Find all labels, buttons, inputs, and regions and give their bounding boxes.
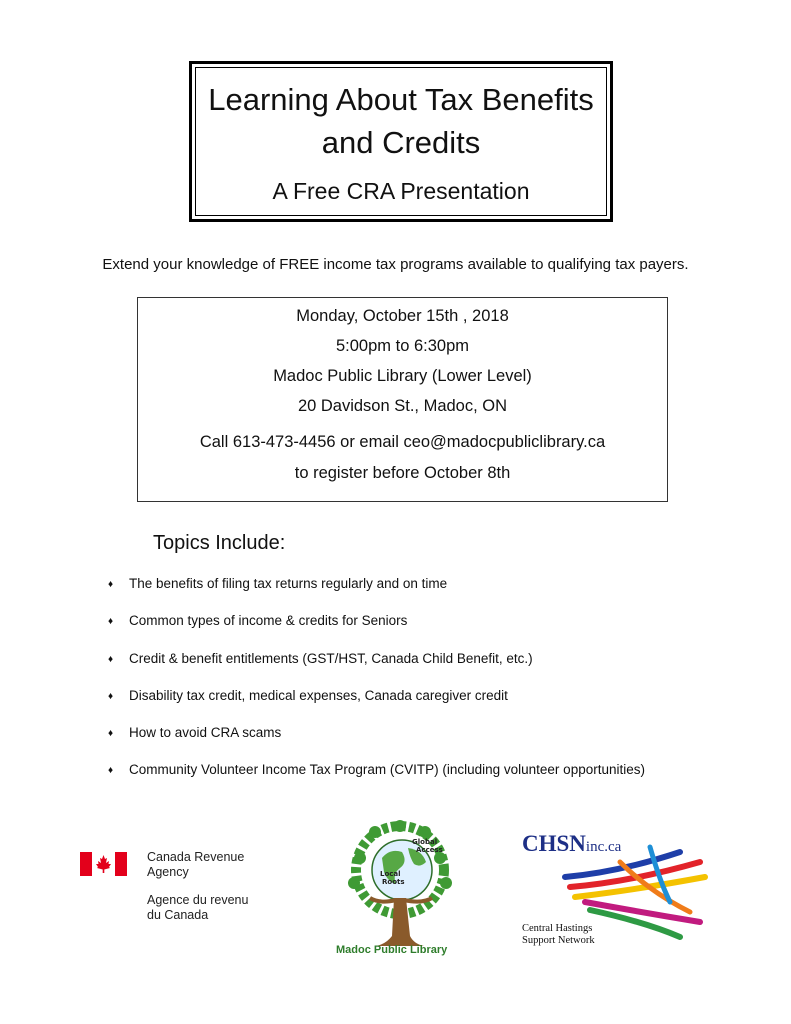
title-box (189, 61, 613, 222)
topic-item (108, 762, 645, 777)
bullet-diamond-icon: ♦ (108, 579, 114, 590)
bullet-diamond-icon: ♦ (108, 654, 114, 665)
topics-heading: Topics Include: (153, 532, 286, 554)
cra-french-line-2: du Canada (147, 908, 209, 922)
intro-text: Extend your knowledge of FREE income tax programs available to qualifying tax payers. (102, 256, 689, 273)
topic-text: How to avoid CRA scams (129, 725, 282, 740)
event-address: 20 Davidson St., Madoc, ON (297, 397, 508, 415)
cra-english-line-2: Agency (147, 865, 189, 879)
bullet-diamond-icon: ♦ (108, 616, 114, 627)
page-title-line-2: and Credits (321, 125, 481, 160)
chsn-line-1: Central Hastings (522, 923, 593, 934)
chsn-tagline (522, 923, 595, 947)
topic-text: Credit & benefit entitlements (GST/HST, Canada Child Benefit, etc.) (129, 651, 533, 666)
event-time: 5:00pm to 6:30pm (336, 337, 469, 355)
bullet-diamond-icon: ♦ (108, 691, 114, 702)
cra-french-line-1: Agence du revenu (147, 893, 249, 907)
globe-label-2: Access (416, 846, 443, 854)
topic-text: Common types of income & credits for Seniors (129, 613, 408, 628)
cra-english-line-1: Canada Revenue (147, 850, 245, 864)
library-tree-globe-logo (330, 818, 470, 960)
topic-item (108, 613, 407, 628)
chsn-name: CHSN (522, 831, 586, 856)
event-contact: Call 613-473-4456 or email ceo@madocpubliclibrary.ca (199, 433, 606, 451)
topic-item (108, 725, 281, 740)
globe-label-4: Roots (382, 878, 405, 886)
topic-text: Disability tax credit, medical expenses, Canada caregiver credit (129, 688, 508, 703)
page-title-line-1: Learning About Tax Benefits (208, 82, 594, 117)
chsn-line-2: Support Network (522, 935, 595, 946)
bullet-diamond-icon: ♦ (108, 728, 114, 739)
event-register: to register before October 8th (294, 464, 511, 482)
chsn-suffix: inc.ca (585, 839, 622, 855)
globe-label-3: Local (380, 870, 401, 878)
topic-item (108, 651, 533, 666)
library-name: Madoc Public Library (336, 944, 448, 956)
event-venue: Madoc Public Library (Lower Level) (273, 367, 532, 385)
topic-item (108, 688, 508, 703)
topic-text: The benefits of filing tax returns regularly and on time (129, 576, 448, 591)
event-details-box (137, 297, 668, 502)
bullet-diamond-icon: ♦ (108, 765, 114, 776)
topic-item (108, 576, 447, 591)
page-subtitle: A Free CRA Presentation (272, 178, 530, 204)
topic-text: Community Volunteer Income Tax Program (CVITP) (including volunteer opportunities) (129, 762, 645, 777)
title-inner-frame (195, 67, 607, 216)
globe-label-1: Global (412, 838, 438, 846)
canada-flag-icon (80, 852, 127, 876)
event-date: Monday, October 15th , 2018 (296, 307, 509, 325)
cra-wordmark (147, 850, 248, 923)
